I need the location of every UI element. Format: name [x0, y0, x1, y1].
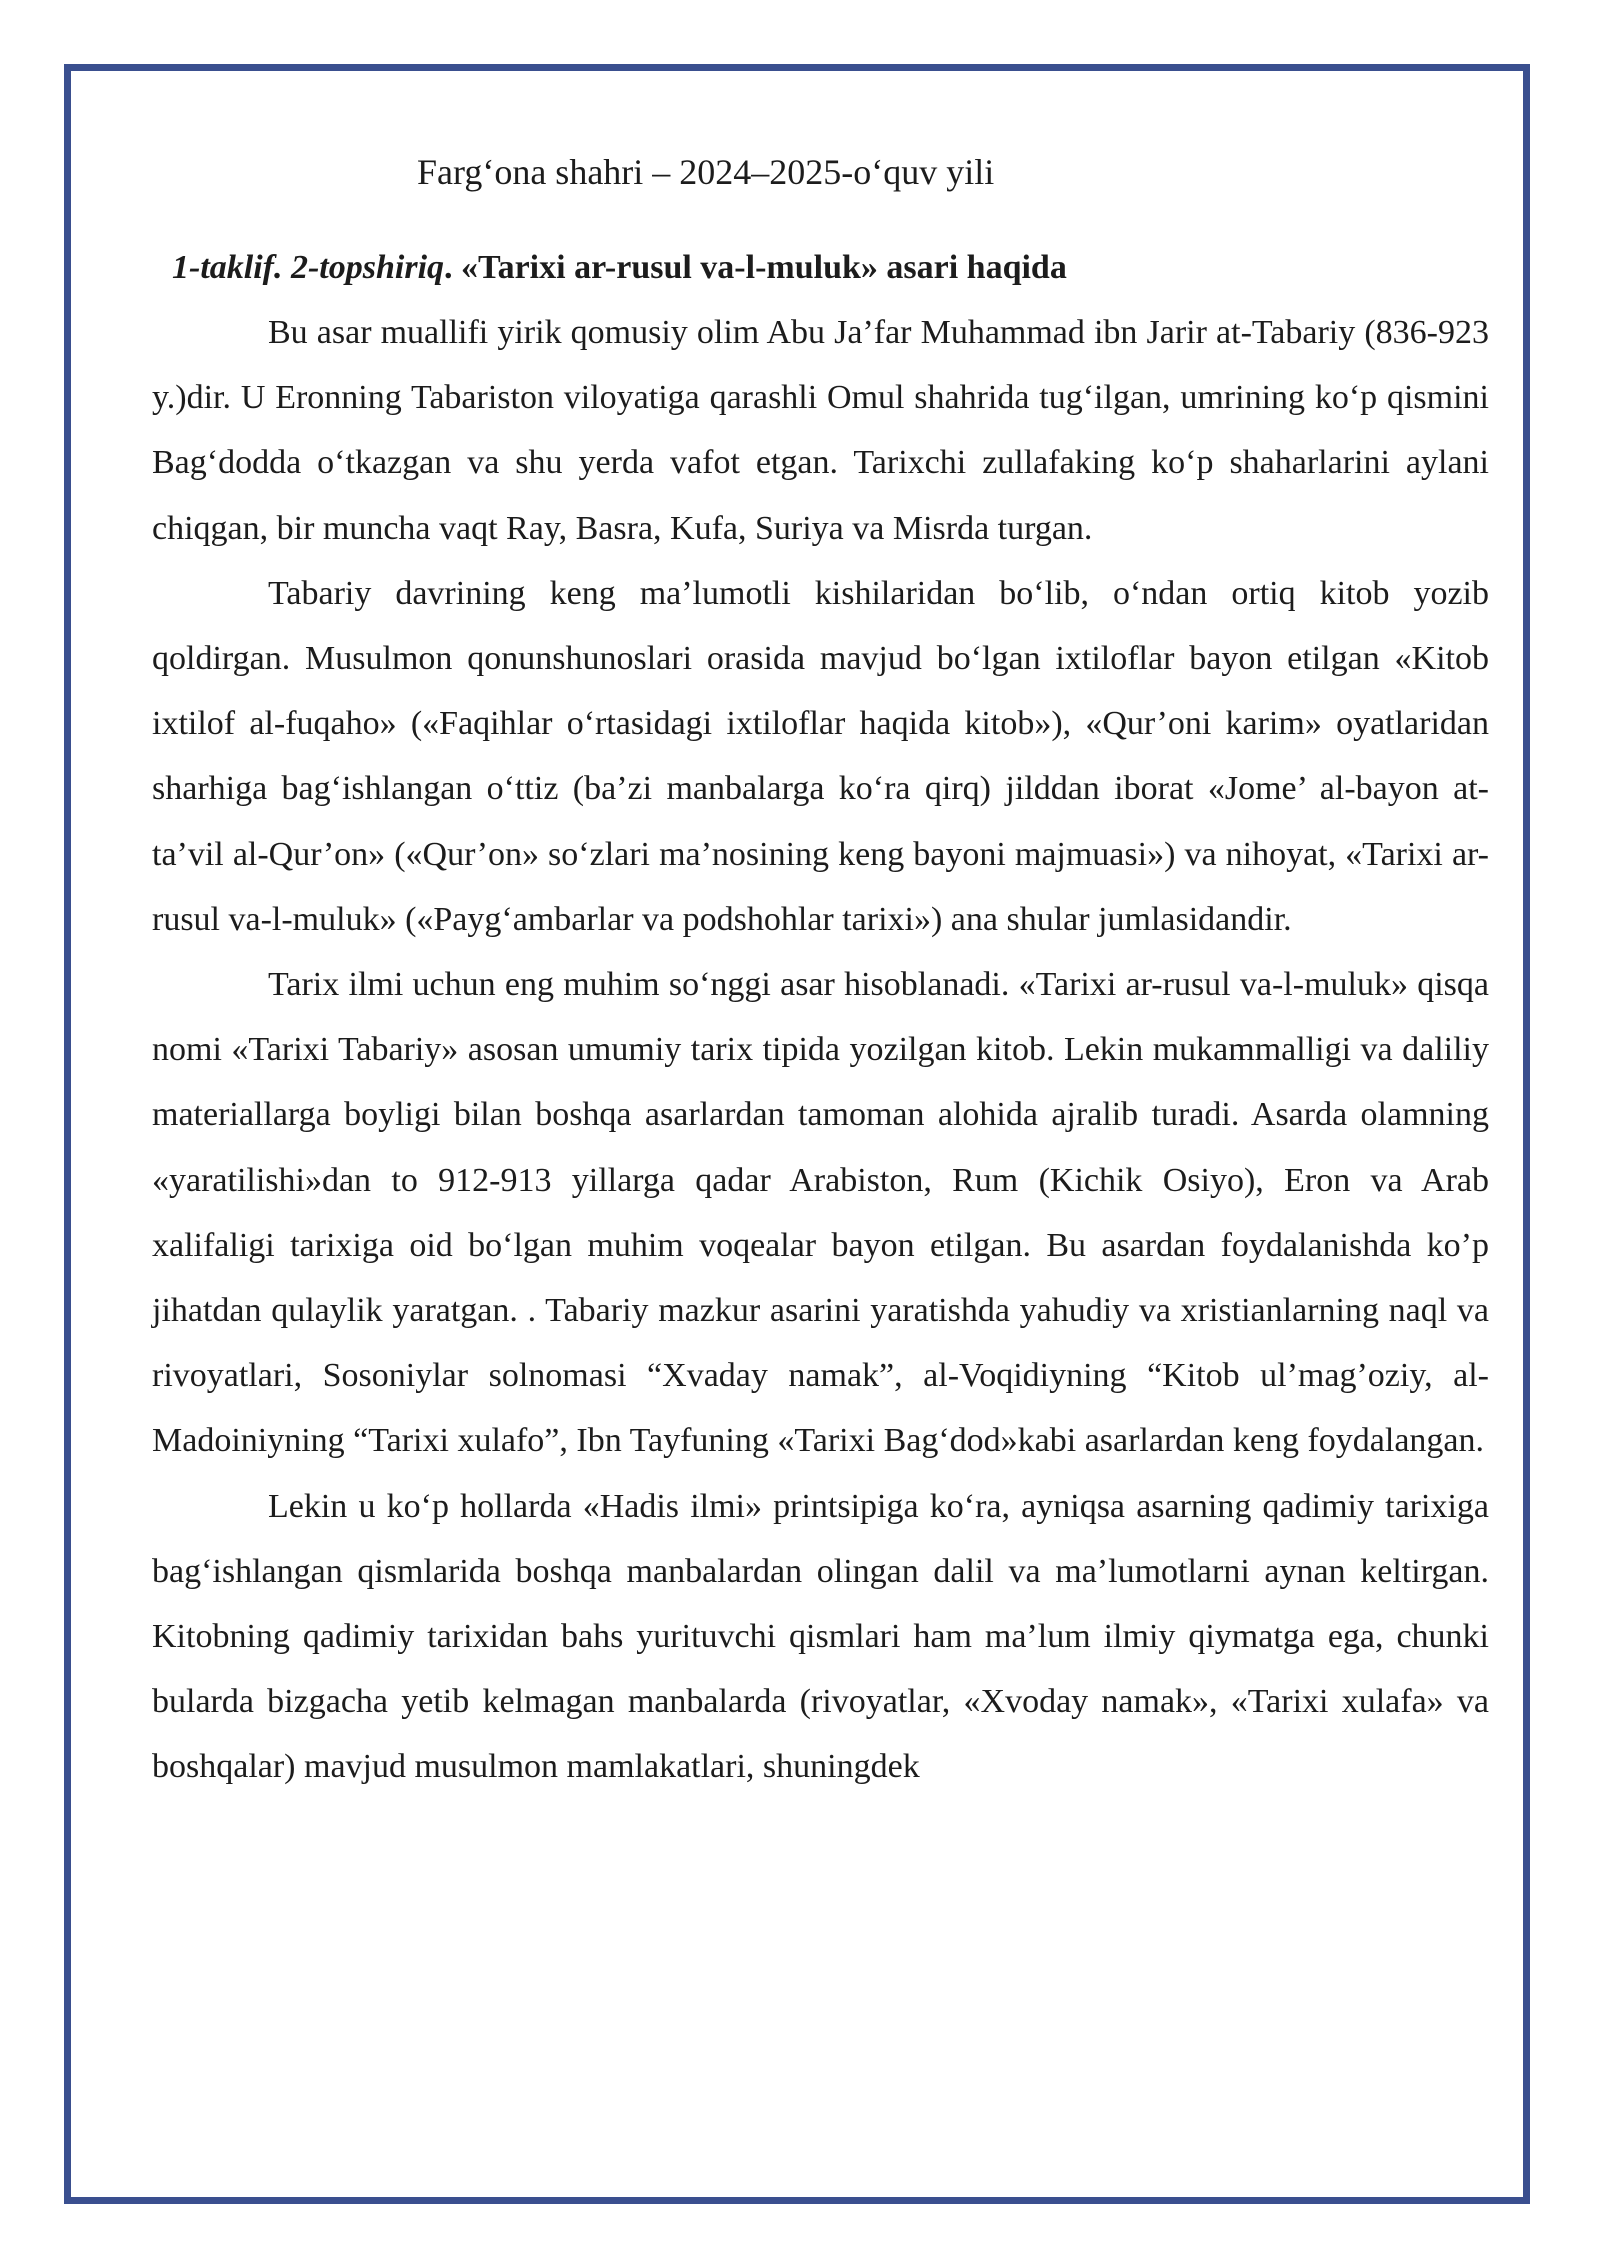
paragraph-3: Tarix ilmi uchun eng muhim so‘nggi asar hisoblanadi. «Tarixi ar-rusul va-l-muluk» qisqa nomi «Tarixi Tabariy» asosan umumiy tarix tipida yozilgan kitob. Lekin mukammalligi va daliliy materiallarga boyligi bilan boshqa asarlardan tamoman alohida ajralib turadi. Asarda olamning «yaratilishi»dan to 912-913 yillarga qadar Arabiston, Rum (Kichik Osiyo), Eron va Arab xalifaligi tarixiga oid bo‘lgan muhim voqealar bayon etilgan. Bu asardan foydalanishda ko’p jihatdan qulaylik yaratgan. . Tabariy mazkur asarini yaratishda yahudiy va xristianlarning naql va rivoyatlari, Sosoniylar solnomasi “Xvaday namak”, al-Voqidiyning “Kitob ul’mag’oziy, al-Madoiniyning “Tarixi xulafo”, Ibn Tayfuning «Tarixi Bag‘dod»kabi asarlardan keng foydalangan.	[152, 966, 1489, 1460]
document-header: Farg‘ona shahri – 2024–2025-o‘quv yili	[417, 152, 995, 192]
section-title-prefix: 1-taklif. 2-topshiriq	[172, 249, 445, 286]
paragraph-1: Bu asar muallifi yirik qomusiy olim Abu Ja’far Muhammad ibn Jarir at-Tabariy (836-923 y.)dir. U Eronning Tabariston viloyatiga qarashli Omul shahrida tug‘ilgan, umrining ko‘p qismini Bag‘dodda o‘tkazgan va shu yerda vafot etgan. Tarixchi zullafaking ko‘p shaharlarini aylani chiqgan, bir muncha vaqt Ray, Basra, Kufa, Suriya va Misrda turgan.	[152, 314, 1489, 547]
section-title	[172, 235, 1489, 300]
paragraph-2: Tabariy davrining keng ma’lumotli kishilaridan bo‘lib, o‘ndan ortiq kitob yozib qoldirgan. Musulmon qonunshunoslari orasida mavjud bo‘lgan ixtiloflar bayon etilgan «Kitob ixtilof al-fuqaho» («Faqihlar o‘rtasidagi ixtiloflar haqida kitob»), «Qur’oni karim» oyatlaridan sharhiga bag‘ishlangan o‘ttiz (ba’zi manbalarga ko‘ra qirq) jilddan iborat «Jome’ al-bayon at-ta’vil al-Qur’on» («Qur’on» so‘zlari ma’nosining keng bayoni majmuasi») va nihoyat, «Tarixi ar-rusul va-l-muluk» («Payg‘ambarlar va podshohlar tarixi») ana shular jumlasidandir.	[152, 574, 1489, 938]
section-title-main: . «Tarixi ar-rusul va-l-muluk» asari haqida	[444, 249, 1067, 286]
paragraph-4: Lekin u ko‘p hollarda «Hadis ilmi» printsipiga ko‘ra, ayniqsa asarning qadimiy tarixiga bag‘ishlangan qismlarida boshqa manbalardan olingan dalil va ma’lumotlarni aynan keltirgan. Kitobning qadimiy tarixidan bahs yurituvchi qismlari ham ma’lum ilmiy qiymatga ega, chunki bularda bizgacha yetib kelmagan manbalarda (rivoyatlar, «Xvoday namak», «Tarixi xulafa» va boshqalar) mavjud musulmon mamlakatlari, shuningdek	[152, 1487, 1489, 1786]
document-body	[152, 140, 1489, 1800]
